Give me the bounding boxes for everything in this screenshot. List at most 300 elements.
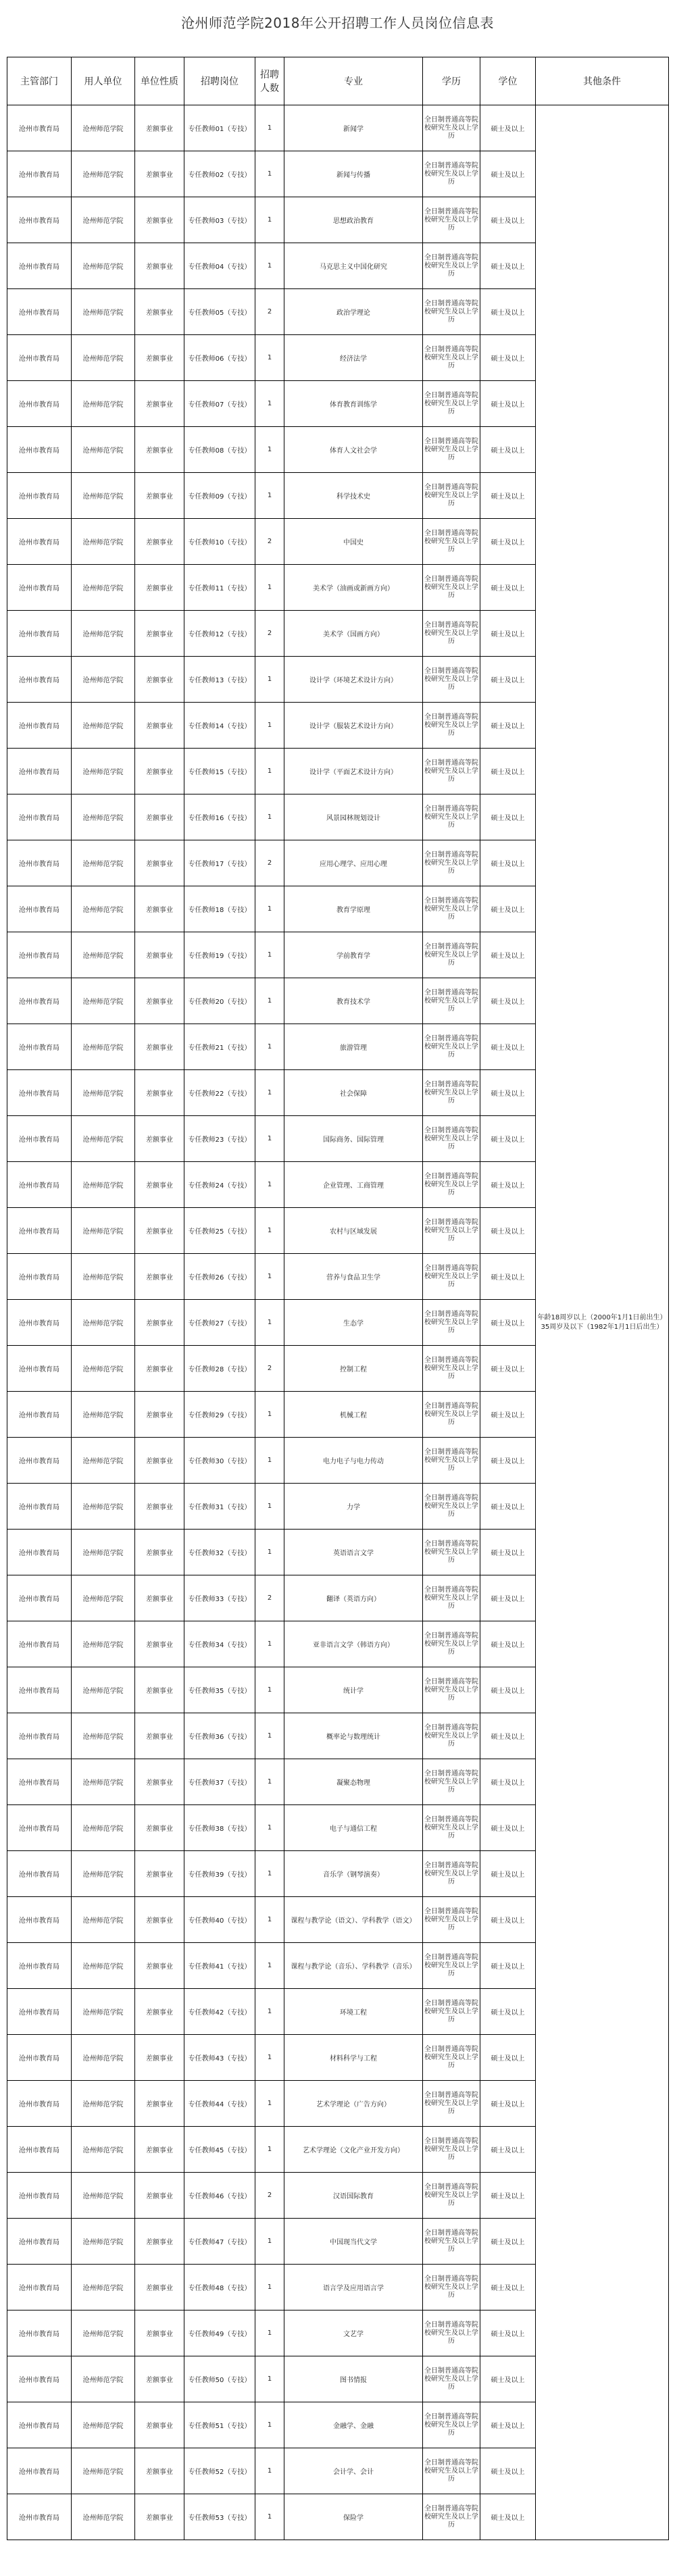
- cell-education: 全日制普通高等院校研究生及以上学历: [423, 1116, 480, 1162]
- cell-degree: 硕士及以上: [480, 1162, 536, 1208]
- cell-unit: 沧州师范学院: [72, 2448, 135, 2494]
- cell-education: 全日制普通高等院校研究生及以上学历: [423, 2310, 480, 2356]
- cell-nature: 差额事业: [135, 978, 184, 1024]
- cell-unit: 沧州师范学院: [72, 2402, 135, 2448]
- cell-education: 全日制普通高等院校研究生及以上学历: [423, 978, 480, 1024]
- header-dept: 主管部门: [7, 57, 72, 105]
- cell-dept: 沧州市教育局: [7, 2219, 72, 2265]
- cell-education: 全日制普通高等院校研究生及以上学历: [423, 1621, 480, 1667]
- cell-count: 1: [255, 932, 284, 978]
- cell-post: 专任教师11（专技）: [184, 565, 255, 611]
- cell-major: 国际商务、国际管理: [284, 1116, 423, 1162]
- cell-dept: 沧州市教育局: [7, 335, 72, 381]
- cell-nature: 差额事业: [135, 105, 184, 151]
- cell-education: 全日制普通高等院校研究生及以上学历: [423, 519, 480, 565]
- cell-post: 专任教师39（专技）: [184, 1851, 255, 1897]
- cell-education: 全日制普通高等院校研究生及以上学历: [423, 1392, 480, 1438]
- cell-dept: 沧州市教育局: [7, 151, 72, 197]
- cell-dept: 沧州市教育局: [7, 473, 72, 519]
- cell-count: 1: [255, 1162, 284, 1208]
- cell-count: 1: [255, 1897, 284, 1943]
- cell-education: 全日制普通高等院校研究生及以上学历: [423, 243, 480, 289]
- cell-unit: 沧州师范学院: [72, 1759, 135, 1805]
- cell-count: 1: [255, 1208, 284, 1254]
- cell-count: 1: [255, 105, 284, 151]
- cell-degree: 硕士及以上: [480, 1254, 536, 1300]
- cell-count: 1: [255, 794, 284, 840]
- table-row: [7, 105, 669, 151]
- cell-unit: 沧州师范学院: [72, 2310, 135, 2356]
- cell-major: 凝聚态物理: [284, 1759, 423, 1805]
- cell-major: 力学: [284, 1484, 423, 1530]
- cell-post: 专任教师51（专技）: [184, 2402, 255, 2448]
- cell-count: 1: [255, 886, 284, 932]
- cell-degree: 硕士及以上: [480, 1713, 536, 1759]
- cell-education: 全日制普通高等院校研究生及以上学历: [423, 1989, 480, 2035]
- cell-post: 专任教师52（专技）: [184, 2448, 255, 2494]
- cell-post: 专任教师22（专技）: [184, 1070, 255, 1116]
- cell-post: 专任教师30（专技）: [184, 1438, 255, 1484]
- cell-education: 全日制普通高等院校研究生及以上学历: [423, 381, 480, 427]
- cell-degree: 硕士及以上: [480, 473, 536, 519]
- cell-count: 1: [255, 1070, 284, 1116]
- cell-unit: 沧州师范学院: [72, 1162, 135, 1208]
- cell-count: 2: [255, 840, 284, 886]
- cell-post: 专任教师04（专技）: [184, 243, 255, 289]
- cell-unit: 沧州师范学院: [72, 1667, 135, 1713]
- cell-dept: 沧州市教育局: [7, 1392, 72, 1438]
- cell-count: 1: [255, 2402, 284, 2448]
- cell-education: 全日制普通高等院校研究生及以上学历: [423, 197, 480, 243]
- cell-unit: 沧州师范学院: [72, 1346, 135, 1392]
- cell-unit: 沧州师范学院: [72, 243, 135, 289]
- cell-dept: 沧州市教育局: [7, 2035, 72, 2081]
- cell-degree: 硕士及以上: [480, 427, 536, 473]
- cell-nature: 差额事业: [135, 886, 184, 932]
- cell-major: 材料科学与工程: [284, 2035, 423, 2081]
- cell-post: 专任教师12（专技）: [184, 611, 255, 657]
- cell-dept: 沧州市教育局: [7, 197, 72, 243]
- cell-unit: 沧州师范学院: [72, 749, 135, 794]
- cell-count: 1: [255, 1116, 284, 1162]
- cell-nature: 差额事业: [135, 657, 184, 703]
- cell-major: 经济法学: [284, 335, 423, 381]
- cell-major: 中国史: [284, 519, 423, 565]
- cell-degree: 硕士及以上: [480, 1575, 536, 1621]
- cell-major: 旅游管理: [284, 1024, 423, 1070]
- cell-nature: 差额事业: [135, 197, 184, 243]
- cell-education: 全日制普通高等院校研究生及以上学历: [423, 2127, 480, 2173]
- cell-education: 全日制普通高等院校研究生及以上学历: [423, 1070, 480, 1116]
- cell-count: 1: [255, 1254, 284, 1300]
- cell-dept: 沧州市教育局: [7, 289, 72, 335]
- header-unit: 用人单位: [72, 57, 135, 105]
- cell-dept: 沧州市教育局: [7, 1989, 72, 2035]
- cell-unit: 沧州师范学院: [72, 2127, 135, 2173]
- cell-nature: 差额事业: [135, 151, 184, 197]
- cell-dept: 沧州市教育局: [7, 381, 72, 427]
- cell-nature: 差额事业: [135, 1346, 184, 1392]
- cell-major: 艺术学理论（广告方向）: [284, 2081, 423, 2127]
- cell-degree: 硕士及以上: [480, 1024, 536, 1070]
- cell-major: 文艺学: [284, 2310, 423, 2356]
- cell-dept: 沧州市教育局: [7, 2127, 72, 2173]
- cell-nature: 差额事业: [135, 2035, 184, 2081]
- cell-education: 全日制普通高等院校研究生及以上学历: [423, 2494, 480, 2540]
- cell-nature: 差额事业: [135, 1805, 184, 1851]
- cell-unit: 沧州师范学院: [72, 381, 135, 427]
- cell-degree: 硕士及以上: [480, 2127, 536, 2173]
- cell-nature: 差额事业: [135, 1438, 184, 1484]
- cell-major: 马克思主义中国化研究: [284, 243, 423, 289]
- cell-nature: 差额事业: [135, 2448, 184, 2494]
- cell-dept: 沧州市教育局: [7, 611, 72, 657]
- cell-dept: 沧州市教育局: [7, 1116, 72, 1162]
- cell-degree: 硕士及以上: [480, 565, 536, 611]
- cell-unit: 沧州师范学院: [72, 335, 135, 381]
- cell-degree: 硕士及以上: [480, 335, 536, 381]
- cell-major: 生态学: [284, 1300, 423, 1346]
- cell-degree: 硕士及以上: [480, 2356, 536, 2402]
- cell-unit: 沧州师范学院: [72, 2081, 135, 2127]
- cell-post: 专任教师09（专技）: [184, 473, 255, 519]
- cell-major: 电子与通信工程: [284, 1805, 423, 1851]
- cell-major: 环境工程: [284, 1989, 423, 2035]
- cell-unit: 沧州师范学院: [72, 2356, 135, 2402]
- cell-dept: 沧州市教育局: [7, 1530, 72, 1575]
- header-post: 招聘岗位: [184, 57, 255, 105]
- cell-unit: 沧州师范学院: [72, 611, 135, 657]
- cell-major: 学前教育学: [284, 932, 423, 978]
- cell-nature: 差额事业: [135, 1162, 184, 1208]
- cell-major: 概率论与数理统计: [284, 1713, 423, 1759]
- cell-dept: 沧州市教育局: [7, 105, 72, 151]
- cell-major: 社会保障: [284, 1070, 423, 1116]
- cell-degree: 硕士及以上: [480, 1070, 536, 1116]
- cell-degree: 硕士及以上: [480, 886, 536, 932]
- cell-count: 1: [255, 243, 284, 289]
- header-education: 学历: [423, 57, 480, 105]
- cell-post: 专任教师08（专技）: [184, 427, 255, 473]
- cell-count: 2: [255, 289, 284, 335]
- cell-count: 1: [255, 381, 284, 427]
- cell-education: 全日制普通高等院校研究生及以上学历: [423, 840, 480, 886]
- cell-dept: 沧州市教育局: [7, 932, 72, 978]
- cell-degree: 硕士及以上: [480, 151, 536, 197]
- cell-nature: 差额事业: [135, 749, 184, 794]
- cell-dept: 沧州市教育局: [7, 1162, 72, 1208]
- header-degree: 学位: [480, 57, 536, 105]
- cell-unit: 沧州师范学院: [72, 1254, 135, 1300]
- cell-degree: 硕士及以上: [480, 1208, 536, 1254]
- cell-count: 1: [255, 703, 284, 749]
- cell-education: 全日制普通高等院校研究生及以上学历: [423, 1484, 480, 1530]
- cell-nature: 差额事业: [135, 1989, 184, 2035]
- cell-major: 中国现当代文学: [284, 2219, 423, 2265]
- cell-dept: 沧州市教育局: [7, 2310, 72, 2356]
- cell-education: 全日制普通高等院校研究生及以上学历: [423, 289, 480, 335]
- cell-post: 专任教师20（专技）: [184, 978, 255, 1024]
- cell-count: 1: [255, 2448, 284, 2494]
- cell-count: 1: [255, 1943, 284, 1989]
- cell-count: 1: [255, 978, 284, 1024]
- cell-post: 专任教师35（专技）: [184, 1667, 255, 1713]
- cell-post: 专任教师16（专技）: [184, 794, 255, 840]
- cell-education: 全日制普通高等院校研究生及以上学历: [423, 886, 480, 932]
- cell-degree: 硕士及以上: [480, 1851, 536, 1897]
- cell-nature: 差额事业: [135, 1851, 184, 1897]
- cell-education: 全日制普通高等院校研究生及以上学历: [423, 2356, 480, 2402]
- cell-unit: 沧州师范学院: [72, 1116, 135, 1162]
- cell-post: 专任教师42（专技）: [184, 1989, 255, 2035]
- cell-nature: 差额事业: [135, 1070, 184, 1116]
- cell-nature: 差额事业: [135, 1667, 184, 1713]
- cell-count: 1: [255, 2127, 284, 2173]
- cell-education: 全日制普通高等院校研究生及以上学历: [423, 2448, 480, 2494]
- cell-dept: 沧州市教育局: [7, 1208, 72, 1254]
- cell-dept: 沧州市教育局: [7, 427, 72, 473]
- cell-count: 1: [255, 473, 284, 519]
- cell-unit: 沧州师范学院: [72, 657, 135, 703]
- cell-count: 2: [255, 519, 284, 565]
- cell-nature: 差额事业: [135, 1621, 184, 1667]
- cell-dept: 沧州市教育局: [7, 1851, 72, 1897]
- cell-nature: 差额事业: [135, 381, 184, 427]
- cell-unit: 沧州师范学院: [72, 1621, 135, 1667]
- cell-count: 1: [255, 335, 284, 381]
- cell-count: 1: [255, 1484, 284, 1530]
- cell-post: 专任教师19（专技）: [184, 932, 255, 978]
- cell-unit: 沧州师范学院: [72, 703, 135, 749]
- cell-dept: 沧州市教育局: [7, 749, 72, 794]
- cell-nature: 差额事业: [135, 1300, 184, 1346]
- cell-education: 全日制普通高等院校研究生及以上学历: [423, 335, 480, 381]
- cell-unit: 沧州师范学院: [72, 1208, 135, 1254]
- cell-degree: 硕士及以上: [480, 978, 536, 1024]
- cell-dept: 沧州市教育局: [7, 519, 72, 565]
- cell-post: 专任教师05（专技）: [184, 289, 255, 335]
- cell-nature: 差额事业: [135, 1208, 184, 1254]
- cell-education: 全日制普通高等院校研究生及以上学历: [423, 565, 480, 611]
- cell-post: 专任教师25（专技）: [184, 1208, 255, 1254]
- cell-major: 新闻学: [284, 105, 423, 151]
- cell-post: 专任教师36（专技）: [184, 1713, 255, 1759]
- cell-unit: 沧州师范学院: [72, 1805, 135, 1851]
- cell-education: 全日制普通高等院校研究生及以上学历: [423, 1851, 480, 1897]
- cell-nature: 差额事业: [135, 1575, 184, 1621]
- cell-unit: 沧州师范学院: [72, 1943, 135, 1989]
- cell-nature: 差额事业: [135, 335, 184, 381]
- cell-dept: 沧州市教育局: [7, 1300, 72, 1346]
- cell-nature: 差额事业: [135, 794, 184, 840]
- cell-dept: 沧州市教育局: [7, 1484, 72, 1530]
- cell-major: 电力电子与电力传动: [284, 1438, 423, 1484]
- cell-degree: 硕士及以上: [480, 519, 536, 565]
- cell-nature: 差额事业: [135, 1897, 184, 1943]
- cell-dept: 沧州市教育局: [7, 2173, 72, 2219]
- cell-major: 课程与教学论（音乐）、学科教学（音乐）: [284, 1943, 423, 1989]
- cell-unit: 沧州师范学院: [72, 1989, 135, 2035]
- cell-degree: 硕士及以上: [480, 1346, 536, 1392]
- cell-dept: 沧州市教育局: [7, 2081, 72, 2127]
- cell-degree: 硕士及以上: [480, 1621, 536, 1667]
- cell-dept: 沧州市教育局: [7, 886, 72, 932]
- header-other: 其他条件: [536, 57, 669, 105]
- table-header-row: [7, 57, 669, 105]
- cell-post: 专任教师38（专技）: [184, 1805, 255, 1851]
- cell-count: 1: [255, 2081, 284, 2127]
- cell-unit: 沧州师范学院: [72, 519, 135, 565]
- cell-nature: 差额事业: [135, 473, 184, 519]
- cell-dept: 沧州市教育局: [7, 2265, 72, 2310]
- cell-nature: 差额事业: [135, 2356, 184, 2402]
- page-title: 沧州师范学院2018年公开招聘工作人员岗位信息表: [181, 15, 494, 31]
- cell-post: 专任教师10（专技）: [184, 519, 255, 565]
- cell-major: 统计学: [284, 1667, 423, 1713]
- cell-dept: 沧州市教育局: [7, 840, 72, 886]
- cell-nature: 差额事业: [135, 1759, 184, 1805]
- cell-count: 1: [255, 1805, 284, 1851]
- cell-degree: 硕士及以上: [480, 105, 536, 151]
- cell-unit: 沧州师范学院: [72, 978, 135, 1024]
- cell-dept: 沧州市教育局: [7, 1667, 72, 1713]
- cell-unit: 沧州师范学院: [72, 1575, 135, 1621]
- cell-unit: 沧州师范学院: [72, 105, 135, 151]
- cell-major: 图书情报: [284, 2356, 423, 2402]
- cell-unit: 沧州师范学院: [72, 1024, 135, 1070]
- cell-unit: 沧州师范学院: [72, 840, 135, 886]
- cell-nature: 差额事业: [135, 2265, 184, 2310]
- cell-post: 专任教师33（专技）: [184, 1575, 255, 1621]
- cell-dept: 沧州市教育局: [7, 1575, 72, 1621]
- cell-post: 专任教师41（专技）: [184, 1943, 255, 1989]
- cell-dept: 沧州市教育局: [7, 1805, 72, 1851]
- cell-degree: 硕士及以上: [480, 289, 536, 335]
- cell-nature: 差额事业: [135, 243, 184, 289]
- cell-post: 专任教师13（专技）: [184, 657, 255, 703]
- cell-major: 体育人文社会学: [284, 427, 423, 473]
- cell-dept: 沧州市教育局: [7, 243, 72, 289]
- cell-dept: 沧州市教育局: [7, 657, 72, 703]
- cell-degree: 硕士及以上: [480, 749, 536, 794]
- cell-education: 全日制普通高等院校研究生及以上学历: [423, 473, 480, 519]
- cell-major: 艺术学理论（文化产业开发方向）: [284, 2127, 423, 2173]
- cell-education: 全日制普通高等院校研究生及以上学历: [423, 1208, 480, 1254]
- cell-degree: 硕士及以上: [480, 932, 536, 978]
- cell-degree: 硕士及以上: [480, 2081, 536, 2127]
- cell-nature: 差额事业: [135, 2402, 184, 2448]
- cell-nature: 差额事业: [135, 932, 184, 978]
- cell-major: 金融学、金融: [284, 2402, 423, 2448]
- cell-dept: 沧州市教育局: [7, 1024, 72, 1070]
- cell-degree: 硕士及以上: [480, 1759, 536, 1805]
- cell-dept: 沧州市教育局: [7, 1254, 72, 1300]
- cell-count: 1: [255, 2219, 284, 2265]
- cell-education: 全日制普通高等院校研究生及以上学历: [423, 703, 480, 749]
- cell-unit: 沧州师范学院: [72, 2494, 135, 2540]
- cell-post: 专任教师27（专技）: [184, 1300, 255, 1346]
- cell-unit: 沧州师范学院: [72, 1530, 135, 1575]
- cell-post: 专任教师23（专技）: [184, 1116, 255, 1162]
- cell-degree: 硕士及以上: [480, 1897, 536, 1943]
- cell-dept: 沧州市教育局: [7, 1070, 72, 1116]
- cell-nature: 差额事业: [135, 289, 184, 335]
- cell-count: 1: [255, 427, 284, 473]
- cell-unit: 沧州师范学院: [72, 932, 135, 978]
- cell-education: 全日制普通高等院校研究生及以上学历: [423, 105, 480, 151]
- cell-post: 专任教师24（专技）: [184, 1162, 255, 1208]
- cell-education: 全日制普通高等院校研究生及以上学历: [423, 932, 480, 978]
- cell-post: 专任教师44（专技）: [184, 2081, 255, 2127]
- cell-post: 专任教师34（专技）: [184, 1621, 255, 1667]
- cell-major: 设计学（平面艺术设计方向）: [284, 749, 423, 794]
- cell-count: 1: [255, 1667, 284, 1713]
- cell-education: 全日制普通高等院校研究生及以上学历: [423, 1300, 480, 1346]
- cell-education: 全日制普通高等院校研究生及以上学历: [423, 611, 480, 657]
- cell-major: 美术学（油画或新画方向）: [284, 565, 423, 611]
- cell-education: 全日制普通高等院校研究生及以上学历: [423, 749, 480, 794]
- cell-unit: 沧州师范学院: [72, 427, 135, 473]
- cell-major: 企业管理、工商管理: [284, 1162, 423, 1208]
- cell-dept: 沧州市教育局: [7, 2448, 72, 2494]
- cell-post: 专任教师15（专技）: [184, 749, 255, 794]
- cell-degree: 硕士及以上: [480, 794, 536, 840]
- cell-count: 2: [255, 1346, 284, 1392]
- cell-unit: 沧州师范学院: [72, 1484, 135, 1530]
- cell-major: 应用心理学、应用心理: [284, 840, 423, 886]
- cell-dept: 沧州市教育局: [7, 703, 72, 749]
- cell-count: 2: [255, 611, 284, 657]
- cell-degree: 硕士及以上: [480, 657, 536, 703]
- job-positions-table: [7, 57, 669, 2540]
- cell-post: 专任教师18（专技）: [184, 886, 255, 932]
- cell-education: 全日制普通高等院校研究生及以上学历: [423, 1575, 480, 1621]
- cell-count: 1: [255, 565, 284, 611]
- cell-education: 全日制普通高等院校研究生及以上学历: [423, 1530, 480, 1575]
- cell-major: 语言学及应用语言学: [284, 2265, 423, 2310]
- table-body: [7, 105, 669, 2540]
- cell-dept: 沧州市教育局: [7, 1759, 72, 1805]
- cell-education: 全日制普通高等院校研究生及以上学历: [423, 2081, 480, 2127]
- cell-degree: 硕士及以上: [480, 243, 536, 289]
- cell-education: 全日制普通高等院校研究生及以上学历: [423, 2219, 480, 2265]
- cell-unit: 沧州师范学院: [72, 1438, 135, 1484]
- cell-unit: 沧州师范学院: [72, 2219, 135, 2265]
- cell-count: 1: [255, 2494, 284, 2540]
- cell-degree: 硕士及以上: [480, 2173, 536, 2219]
- cell-nature: 差额事业: [135, 1943, 184, 1989]
- cell-unit: 沧州师范学院: [72, 151, 135, 197]
- cell-nature: 差额事业: [135, 611, 184, 657]
- cell-degree: 硕士及以上: [480, 1484, 536, 1530]
- cell-count: 1: [255, 657, 284, 703]
- cell-unit: 沧州师范学院: [72, 473, 135, 519]
- cell-major: 思想政治教育: [284, 197, 423, 243]
- cell-unit: 沧州师范学院: [72, 1392, 135, 1438]
- cell-nature: 差额事业: [135, 840, 184, 886]
- cell-major: 控制工程: [284, 1346, 423, 1392]
- cell-degree: 硕士及以上: [480, 381, 536, 427]
- cell-degree: 硕士及以上: [480, 1438, 536, 1484]
- cell-education: 全日制普通高等院校研究生及以上学历: [423, 1254, 480, 1300]
- cell-post: 专任教师43（专技）: [184, 2035, 255, 2081]
- cell-education: 全日制普通高等院校研究生及以上学历: [423, 151, 480, 197]
- cell-nature: 差额事业: [135, 565, 184, 611]
- cell-count: 2: [255, 2173, 284, 2219]
- cell-education: 全日制普通高等院校研究生及以上学历: [423, 2173, 480, 2219]
- cell-unit: 沧州师范学院: [72, 1713, 135, 1759]
- cell-dept: 沧州市教育局: [7, 2494, 72, 2540]
